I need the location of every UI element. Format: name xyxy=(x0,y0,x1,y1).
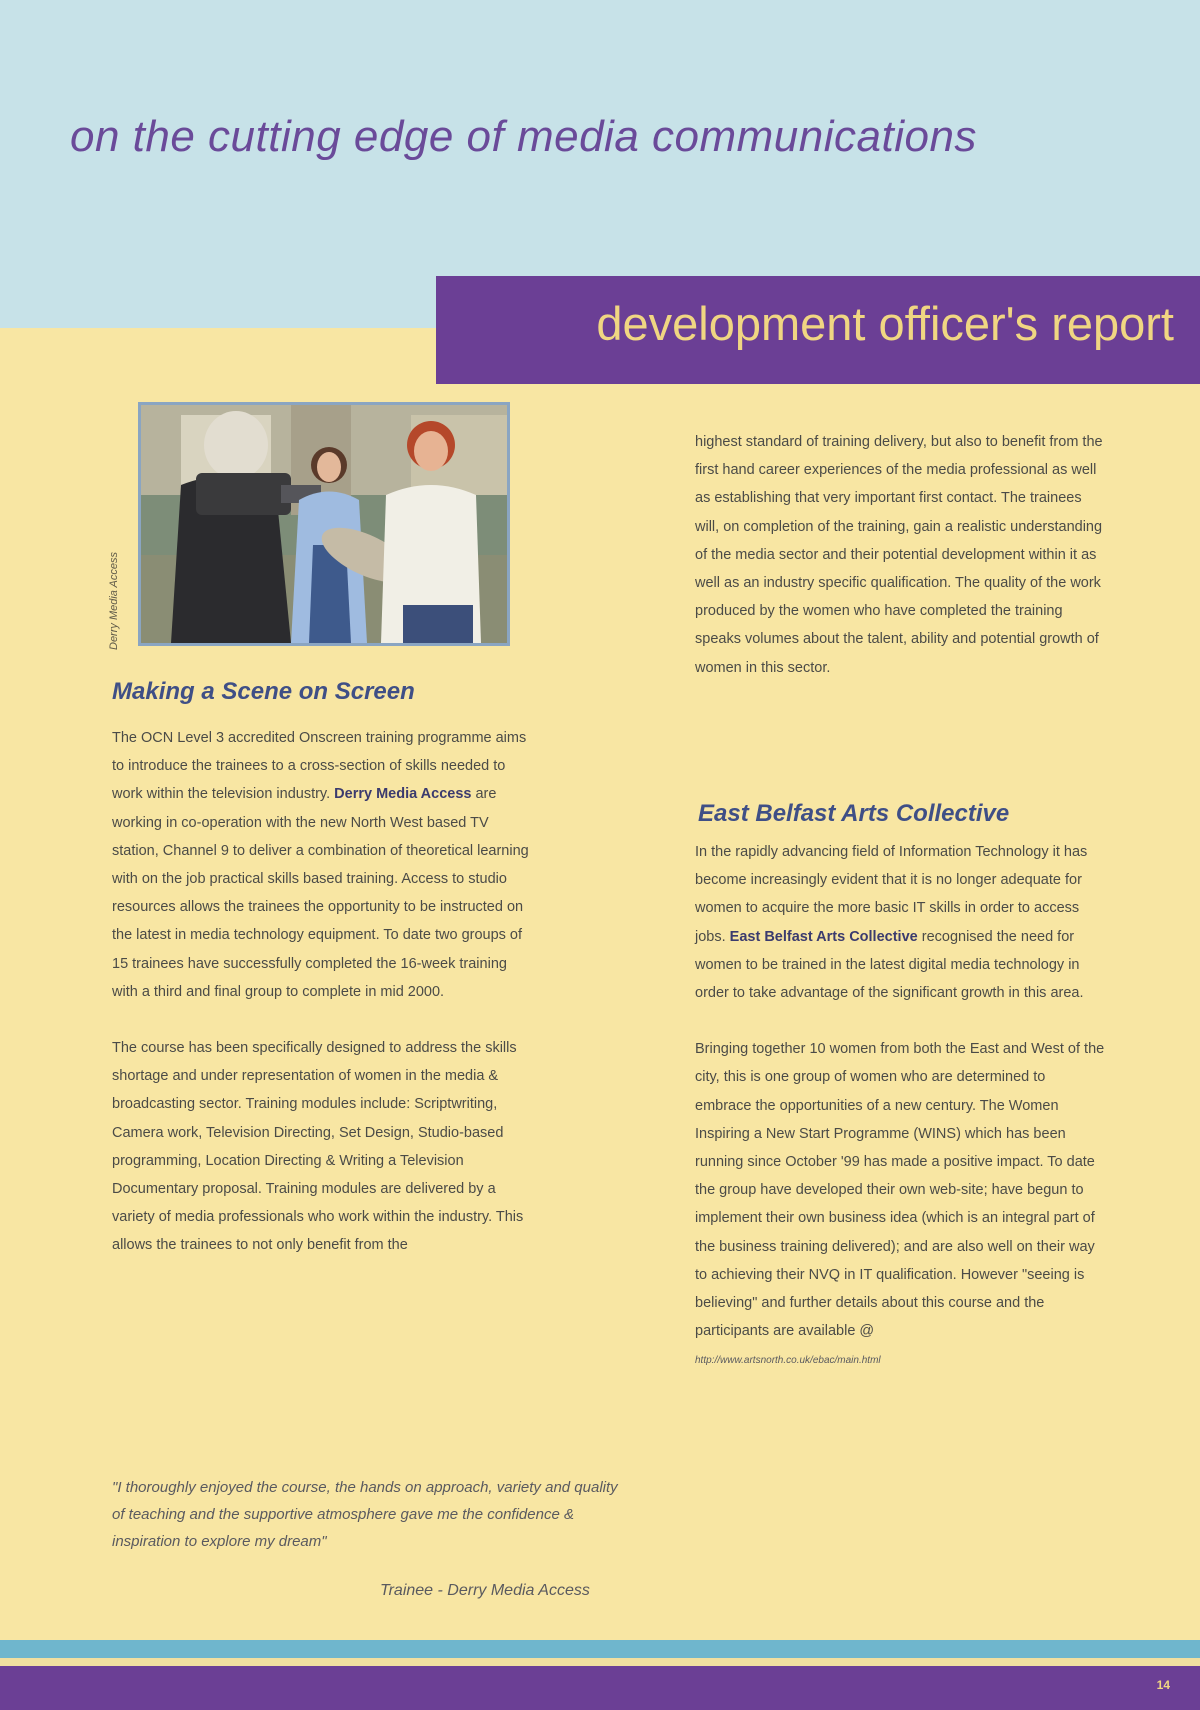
article-making-a-scene-column xyxy=(112,724,530,1260)
paragraph-text: In the rapidly advancing field of Information Technology it has become increasingly evident that it is no longer adequate for women to acquire the more basic IT skills in order to access jobs. xyxy=(695,844,1088,945)
website-link[interactable]: http://www.artsnorth.co.uk/ebac/main.html xyxy=(695,1355,881,1367)
page-tagline: on the cutting edge of media communications xyxy=(70,112,977,161)
article-east-belfast-column xyxy=(695,838,1105,1376)
footer-teal-stripe xyxy=(0,1640,1200,1658)
footer-bar xyxy=(0,1666,1200,1710)
quote-attribution: Trainee - Derry Media Access xyxy=(380,1582,590,1599)
trainees-photo xyxy=(138,402,510,646)
article-paragraph xyxy=(695,1035,1105,1375)
organisation-name: Derry Media Access xyxy=(334,786,472,803)
section-title: development officer's report xyxy=(596,297,1174,350)
paragraph-text: Bringing together 10 women from both the East and West of the city, this is one group of women who are determined to embrace the opportunities of a new century. The Women Inspiring a New Start Programme (WINS) which has been running since October '99 has made a positive impact. To date the group have developed their own web-site; have begun to implement their own business idea (which is an integral part of the business training delivered); and are also well on their way to achieving their NVQ in IT qualification. However "seeing is believing" and further details about this course and the participants are available @ xyxy=(695,1041,1105,1340)
article-heading-east-belfast: East Belfast Arts Collective xyxy=(698,800,1010,827)
paragraph-text: The OCN Level 3 accredited Onscreen training programme aims to introduce the trainees to a cross-section of skills needed to work within the television industry. xyxy=(112,730,527,803)
article-heading-making-a-scene: Making a Scene on Screen xyxy=(112,678,415,705)
section-banner xyxy=(436,276,1200,384)
article-paragraph xyxy=(695,838,1105,1007)
organisation-name: East Belfast Arts Collective xyxy=(729,928,918,945)
page-number: 14 xyxy=(1156,1678,1170,1692)
paragraph-text: recognised the need for women to be trained in the latest digital media technology in order to take advantage of the significant growth in this area. xyxy=(695,928,1084,1002)
trainee-quote: "I thoroughly enjoyed the course, the hands on approach, variety and quality of teaching and the supportive atmosphere gave me the confidence & inspiration to explore my dream" xyxy=(112,1479,618,1550)
article-continuation-column xyxy=(695,428,1105,682)
footer-cream-stripe xyxy=(0,1658,1200,1666)
article-paragraph: The course has been specifically designed to address the skills shortage and under representation of women in the media & broadcasting sector. Training modules include: Scriptwriting, Camera work, Television Directing, Set Design, Studio-based programming, Location Directing & Writing a Television Documentary proposal. Training modules are delivered by a variety of media professionals who work within the industry. This allows the trainees to not only benefit from the xyxy=(112,1040,524,1254)
article-paragraph: highest standard of training delivery, but also to benefit from the first hand career experiences of the media professional as well as establishing that very important first contact. The trainees will, on completion of the training, gain a realistic understanding of the media sector and their potential development within it as well as an industry specific qualification. The quality of the work produced by the women who have completed the training speaks volumes about the talent, ability and potential growth of women in this sector. xyxy=(695,434,1103,676)
article-paragraph xyxy=(112,724,530,1006)
photo-illustration xyxy=(141,405,507,643)
paragraph-text: are working in co-operation with the new North West based TV station, Channel 9 to deliver a combination of theoretical learning with on the job practical skills based training. Access to studio resources allows the trainees the opportunity to be instructed on the latest in media technology equipment. To date two groups of 15 trainees have successfully completed the 16-week training with a third and final group to complete in mid 2000. xyxy=(112,786,529,1000)
photo-credit: Derry Media Access xyxy=(108,551,120,650)
